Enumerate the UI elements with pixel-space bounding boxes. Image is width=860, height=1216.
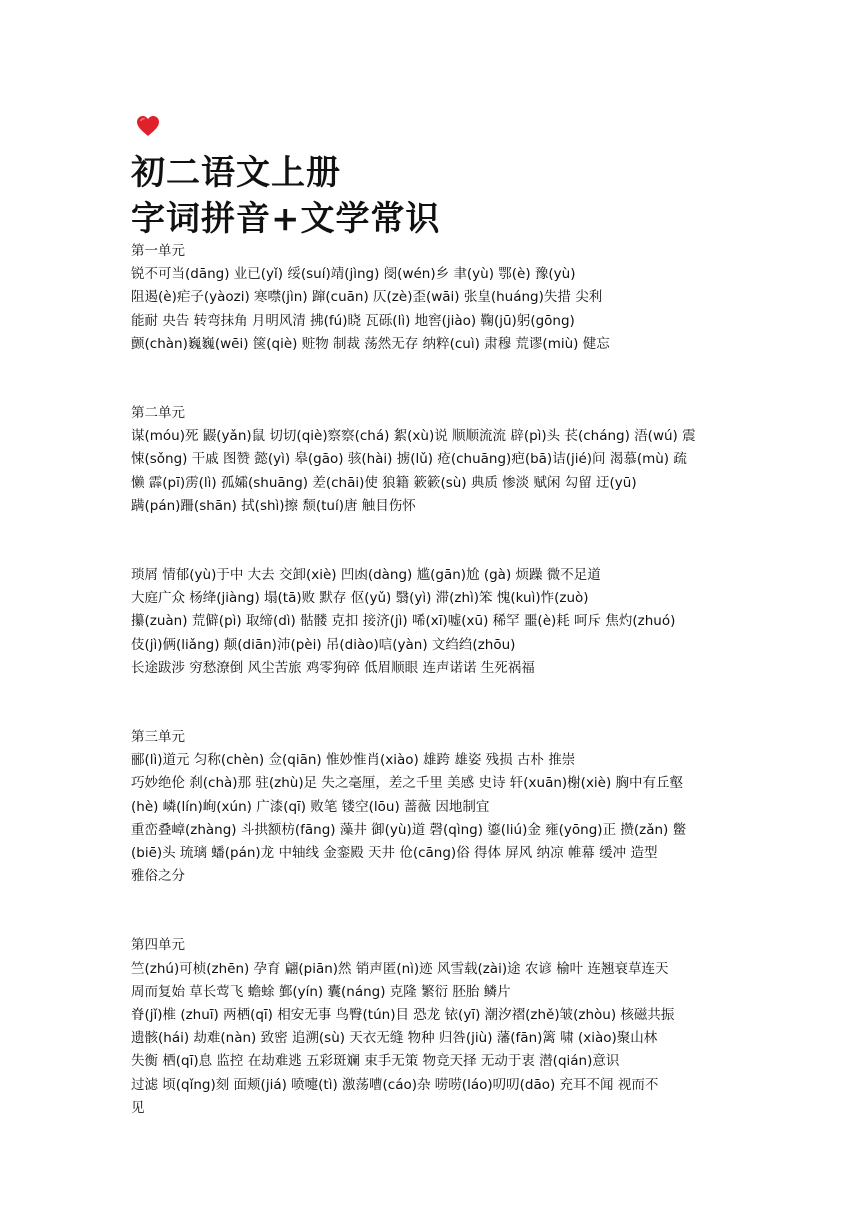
text-line: 蹒(pán)跚(shān) 拭(shì)擦 颓(tuí)唐 触目伤怀 bbox=[131, 497, 416, 514]
text-line: 竺(zhú)可桢(zhēn) 孕育 翩(piān)然 销声匿(nì)迹 风雪载(zài)途 农谚 榆叶 连翘衰草连天 bbox=[131, 960, 669, 977]
text-line: 大庭广众 杨绛(jiàng) 塌(tā)败 默存 伛(yǔ) 翳(yì) 滞(zhì)笨 愧(kuì)怍(zuò) bbox=[131, 590, 589, 607]
section-unit-3 bbox=[131, 726, 731, 888]
section-unit-4 bbox=[131, 934, 731, 1120]
text-line: 过滤 顷(qǐng)刻 面颊(jiá) 喷嚏(tì) 激荡嘈(cáo)杂 唠唠(láo)叨叨(dāo) 充耳不闻 视而不 bbox=[131, 1076, 659, 1093]
text-line: 能耐 央告 转弯抹角 月明风清 拂(fú)晓 瓦砾(lì) 地窖(jiào) 鞠(jū)躬(gōng) bbox=[131, 312, 575, 329]
text-line: 雅俗之分 bbox=[131, 868, 185, 885]
text-line: 失衡 栖(qī)息 监控 在劫难逃 五彩斑斓 束手无策 物竞天择 无动于衷 潜(qián)意识 bbox=[131, 1053, 620, 1070]
heart-icon bbox=[136, 115, 160, 137]
text-line: 谋(móu)死 鼹(yǎn)鼠 切切(qiè)察察(chá) 絮(xù)说 顺顺流流 辟(pì)头 苌(cháng) 浯(wú) 震 bbox=[131, 428, 696, 445]
section-heading: 第二单元 bbox=[131, 405, 185, 422]
section-heading: 第四单元 bbox=[131, 937, 185, 954]
text-line: 懒 霹(pī)雳(lì) 孤孀(shuāng) 差(chāi)使 狼籍 簌簌(sù) 典质 惨淡 赋闲 勾留 迂(yū) bbox=[131, 474, 637, 491]
text-line: 颤(chàn)巍巍(wēi) 箧(qiè) 赃物 制裁 荡然无存 纳粹(cuì) 肃穆 荒谬(miù) 健忘 bbox=[131, 335, 610, 352]
text-line: 重峦叠嶂(zhàng) 斗拱额枋(fāng) 藻井 御(yù)道 磬(qìng) 鎏(liú)金 雍(yōng)正 攒(zǎn) 鳖 bbox=[131, 821, 687, 838]
text-line: 见 bbox=[131, 1099, 145, 1116]
text-line: 脊(jǐ)椎 (zhuī) 两栖(qī) 相安无事 鸟臀(tún)目 恐龙 铱(yī) 潮汐褶(zhě)皱(zhòu) 核磁共振 bbox=[131, 1007, 675, 1024]
text-line: 锐不可当(dāng) 业已(yǐ) 绥(suí)靖(jìng) 阌(wén)乡 聿(yù) 鄂(è) 豫(yù) bbox=[131, 266, 576, 283]
page-title-line-2: 字词拼音+文学常识 bbox=[131, 199, 441, 239]
page-title-line-1: 初二语文上册 bbox=[131, 153, 341, 193]
text-line: 巧妙绝伦 刹(chà)那 驻(zhù)足 失之毫厘，差之千里 美感 史诗 轩(xuān)榭(xiè) 胸中有丘壑 bbox=[131, 775, 684, 792]
text-line: (biē)头 琉璃 蟠(pán)龙 中轴线 金銮殿 天井 伧(cāng)俗 得体 屏风 纳凉 帷幕 缓冲 造型 bbox=[131, 845, 658, 862]
section-unit-2-continued bbox=[131, 564, 731, 680]
text-line: (hè) 嶙(lín)峋(xún) 广漆(qī) 败笔 镂空(lōu) 蔷薇 因地制宜 bbox=[131, 798, 490, 815]
text-line: 琐屑 情郁(yù)于中 大去 交卸(xiè) 凹凼(dàng) 尴(gān)尬 (gà) 烦躁 微不足道 bbox=[131, 567, 601, 584]
text-line: 郦(lì)道元 匀称(chèn) 佥(qiān) 惟妙惟肖(xiào) 雄跨 雄姿 残损 古朴 推崇 bbox=[131, 752, 576, 769]
text-line: 长途跋涉 穷愁潦倒 风尘苦旅 鸡零狗碎 低眉顺眼 连声诺诺 生死祸福 bbox=[131, 659, 535, 676]
section-heading: 第三单元 bbox=[131, 729, 185, 746]
text-line: 周而复始 草长莺飞 蟾蜍 鄞(yín) 囊(náng) 克隆 繁衍 胚胎 鳞片 bbox=[131, 983, 511, 1000]
title-block bbox=[131, 150, 731, 242]
text-line: 遗骸(hái) 劫难(nàn) 致密 追溯(sù) 天衣无缝 物种 归咎(jiù) 藩(fān)篱 啸 (xiào)聚山林 bbox=[131, 1030, 658, 1047]
section-unit-2 bbox=[131, 402, 731, 518]
text-line: 攥(zuàn) 荒僻(pì) 取缔(dì) 骷髅 克扣 接济(jì) 唏(xī)嘘(xū) 稀罕 噩(è)耗 呵斥 焦灼(zhuó) bbox=[131, 613, 676, 630]
section-heading: 第一单元 bbox=[131, 243, 185, 259]
text-line: 阻遏(è)疟子(yàozi) 寒噤(jìn) 蹿(cuān) 仄(zè)歪(wāi) 张皇(huáng)失措 尖利 bbox=[131, 289, 603, 306]
section-unit-1 bbox=[131, 240, 731, 356]
document-body bbox=[131, 240, 731, 1120]
text-line: 伎(jì)俩(liǎng) 颠(diān)沛(pèi) 吊(diào)唁(yàn) 文绉绉(zhōu) bbox=[131, 636, 516, 653]
text-line: 悚(sǒng) 干戚 图赞 懿(yì) 皋(gāo) 骇(hài) 掳(lǔ) 疮(chuāng)疤(bā)诘(jié)问 渴慕(mù) 疏 bbox=[131, 451, 687, 468]
